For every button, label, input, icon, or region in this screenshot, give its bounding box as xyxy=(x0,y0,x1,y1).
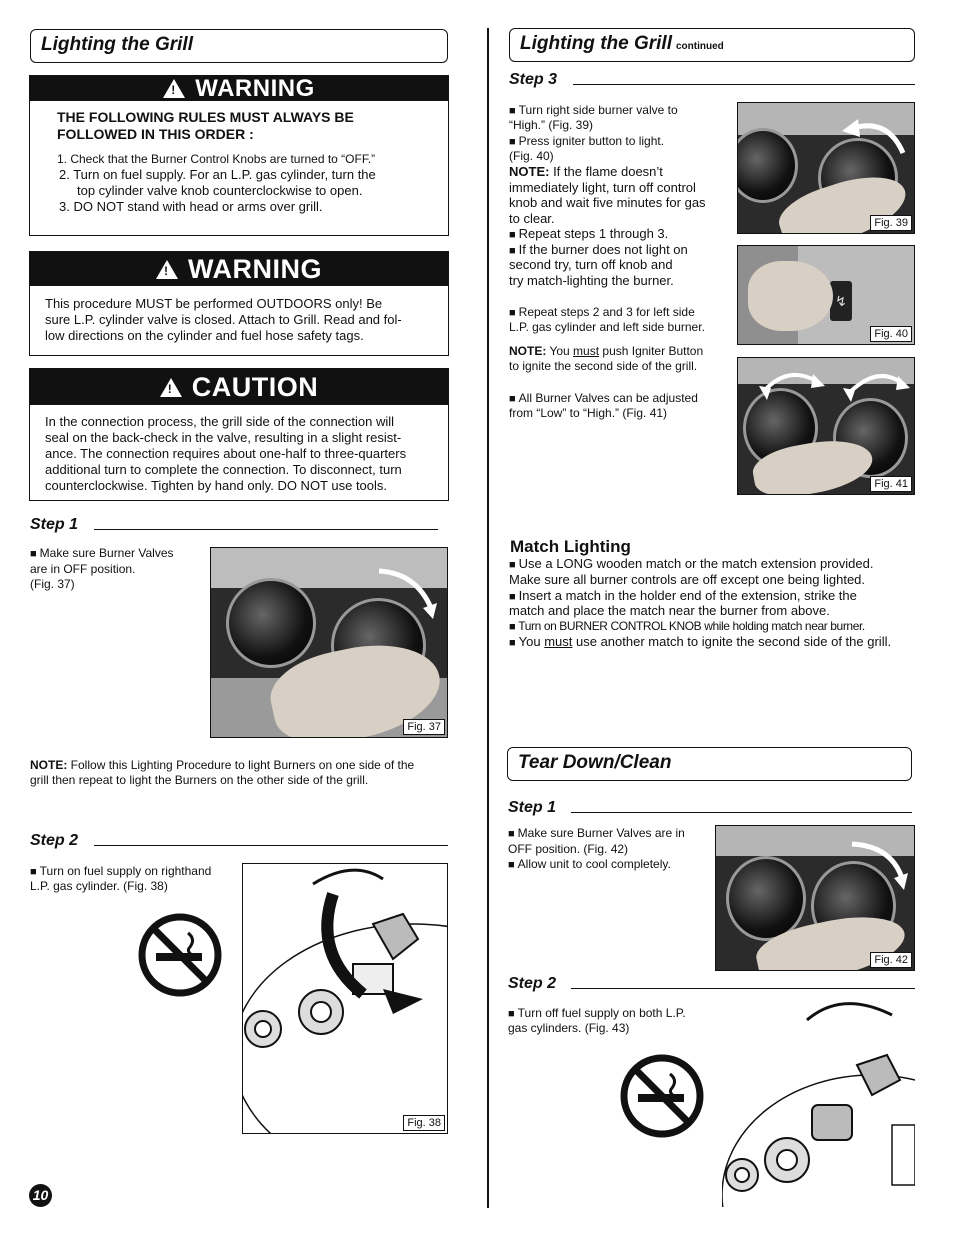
burner-knob-left xyxy=(226,578,316,668)
step3-bullet-3: ■ Repeat steps 1 through 3. xyxy=(509,226,668,244)
teardown-step1-bullet-1: ■ Make sure Burner Valves are in xyxy=(508,826,685,842)
section-title-continued: Lighting the Grill continued xyxy=(520,33,724,54)
fig-38-image xyxy=(242,863,448,1134)
step2-heading: Step 2 xyxy=(30,832,79,849)
gas-valve-illustration xyxy=(722,995,915,1207)
teardown-step2-heading: Step 2 xyxy=(508,975,557,992)
step3-heading: Step 3 xyxy=(509,71,558,88)
warning-bar xyxy=(30,252,448,286)
step1-heading: Step 1 xyxy=(30,516,79,533)
step3-bullet-1: ■ Turn right side burner valve to xyxy=(509,103,678,119)
teardown-step1-rule xyxy=(571,812,912,813)
no-smoking-icon xyxy=(620,1054,704,1138)
warning-icon: ! xyxy=(163,79,185,98)
turn-arrow-icon xyxy=(846,838,914,893)
match-line-4: match and place the match near the burner from above. xyxy=(509,603,830,618)
fig-39-image xyxy=(737,102,915,234)
section-title-box-continued xyxy=(509,28,915,62)
warning-text-2: sure L.P. cylinder valve is closed. Attach to Grill. Read and fol- xyxy=(45,312,402,327)
step3-note2-1: NOTE: You must push Igniter Button xyxy=(509,344,704,358)
caution-heading: CAUTION xyxy=(191,371,319,402)
turn-arrows-icon xyxy=(753,364,913,404)
turn-arrow-icon xyxy=(371,563,441,623)
note-line-2: grill then repeat to light the Burners on the other side of the grill. xyxy=(30,773,369,787)
step3-note-4: to clear. xyxy=(509,211,555,226)
rule-item-1: 1. Check that the Burner Control Knobs are turned to “OFF.” xyxy=(57,152,376,166)
step3-bullet-2: ■ Press igniter button to light. xyxy=(509,134,664,150)
step1-text-3: (Fig. 37) xyxy=(30,577,75,591)
step3-bullet-4: ■ If the burner does not light on xyxy=(509,242,688,260)
fig-42-label: Fig. 42 xyxy=(870,952,912,968)
fig-39-label: Fig. 39 xyxy=(870,215,912,231)
warning-icon: ! xyxy=(156,260,178,279)
step2-rule xyxy=(94,845,448,846)
step3-bullet-6: ■ All Burner Valves can be adjusted xyxy=(509,391,698,407)
fig-41-image xyxy=(737,357,915,495)
warning-box-outdoors xyxy=(29,251,449,356)
match-line-5: ■ Turn on BURNER CONTROL KNOB while holding match near burner. xyxy=(509,619,865,633)
teardown-title-box xyxy=(507,747,912,781)
fig-40-image xyxy=(737,245,915,345)
caution-text-1: In the connection process, the grill side of the connection will xyxy=(45,414,395,429)
caution-text-5: counterclockwise. Tighten by hand only. DO NOT use tools. xyxy=(45,478,388,493)
fig-38-label: Fig. 38 xyxy=(403,1115,445,1131)
step3-bullet-1-cont: “High.” (Fig. 39) xyxy=(509,118,594,132)
rule-item-2: 2. Turn on fuel supply. For an L.P. gas cylinder, turn the xyxy=(59,167,376,182)
section-title-box xyxy=(30,29,448,63)
match-line-3: ■ Insert a match in the holder end of the extension, strike the xyxy=(509,588,857,606)
section-title: Lighting the Grill xyxy=(41,34,193,55)
column-divider xyxy=(487,28,489,1208)
step3-bullet-4-cont1: second try, turn off knob and xyxy=(509,257,673,272)
rule-item-3: 3. DO NOT stand with head or arms over grill. xyxy=(59,199,323,214)
fig-41-label: Fig. 41 xyxy=(870,476,912,492)
caution-icon: ! xyxy=(160,378,182,397)
step3-rule xyxy=(573,84,915,85)
turn-arrow-icon xyxy=(838,113,913,163)
match-line-1: ■ Use a LONG wooden match or the match extension provided. xyxy=(509,556,873,574)
step3-bullet-6-cont: from “Low” to “High.” (Fig. 41) xyxy=(509,406,668,420)
step3-note-1: NOTE: If the flame doesn’t xyxy=(509,164,663,179)
step3-bullet-5: ■ Repeat steps 2 and 3 for left side xyxy=(509,305,695,321)
teardown-step1-bullet-1-cont: OFF position. (Fig. 42) xyxy=(508,842,629,856)
igniter-button: ↯ xyxy=(830,281,852,321)
rules-title: THE FOLLOWING RULES MUST ALWAYS BE FOLLOWED IN THIS ORDER : xyxy=(57,109,354,142)
warning-bar xyxy=(30,76,448,101)
page-number: 10 xyxy=(29,1184,52,1207)
step3-bullet-2-cont: (Fig. 40) xyxy=(509,149,554,163)
caution-text-3: ance. The connection requires about one-half to three-quarters xyxy=(45,446,407,461)
fig-43-image xyxy=(722,995,915,1207)
match-line-6: ■ You must use another match to ignite the second side of the grill. xyxy=(509,634,891,652)
match-line-2: Make sure all burner controls are off except one being lighted. xyxy=(509,572,866,587)
step2-text-2: L.P. gas cylinder. (Fig. 38) xyxy=(30,879,168,893)
rule-item-2-cont: top cylinder valve knob counterclockwise to open. xyxy=(77,183,363,198)
step1-text-1: ■ Make sure Burner Valves xyxy=(30,546,174,562)
fig-40-label: Fig. 40 xyxy=(870,326,912,342)
step2-text-1: ■ Turn on fuel supply on righthand xyxy=(30,864,211,880)
caution-box xyxy=(29,368,449,501)
warning-text-3: low directions on the cylinder and fuel hose safety tags. xyxy=(45,328,364,343)
teardown-step2-rule xyxy=(571,988,915,989)
step3-note-3: knob and wait five minutes for gas xyxy=(509,195,706,210)
warning-heading: WARNING xyxy=(195,74,315,102)
warning-text-1: This procedure MUST be performed OUTDOORS only! Be xyxy=(45,296,383,311)
caution-bar xyxy=(30,369,448,405)
step1-rule xyxy=(94,529,438,530)
caution-text-4: additional turn to complete the connection. To disconnect, turn xyxy=(45,462,402,477)
note-line-1: NOTE: Follow this Lighting Procedure to light Burners on one side of the xyxy=(30,758,415,772)
step3-bullet-5-cont: L.P. gas cylinder and left side burner. xyxy=(509,320,705,334)
teardown-step2-bullet-1-cont: gas cylinders. (Fig. 43) xyxy=(508,1021,630,1035)
gas-valve-illustration xyxy=(243,864,448,1134)
step3-bullet-4-cont2: try match-lighting the burner. xyxy=(509,273,674,288)
teardown-title: Tear Down/Clean xyxy=(518,752,672,773)
match-lighting-heading: Match Lighting xyxy=(510,537,631,556)
step3-note-2: immediately light, turn off control xyxy=(509,180,696,195)
step1-text-2: are in OFF position. xyxy=(30,562,136,576)
step3-note2-2: to ignite the second side of the grill. xyxy=(509,359,698,373)
caution-text-2: seal on the back-check in the valve, resulting in a slight resist- xyxy=(45,430,402,445)
teardown-step2-bullet-1: ■ Turn off fuel supply on both L.P. xyxy=(508,1006,686,1022)
fig-37-label: Fig. 37 xyxy=(403,719,445,735)
hand-image xyxy=(748,261,833,331)
teardown-step1-heading: Step 1 xyxy=(508,799,557,816)
fig-42-image xyxy=(715,825,915,971)
warning-heading: WARNING xyxy=(188,253,322,284)
fig-37-image xyxy=(210,547,448,738)
warning-box-rules xyxy=(29,75,449,236)
no-smoking-icon xyxy=(138,913,222,997)
teardown-step1-bullet-2: ■ Allow unit to cool completely. xyxy=(508,857,671,873)
